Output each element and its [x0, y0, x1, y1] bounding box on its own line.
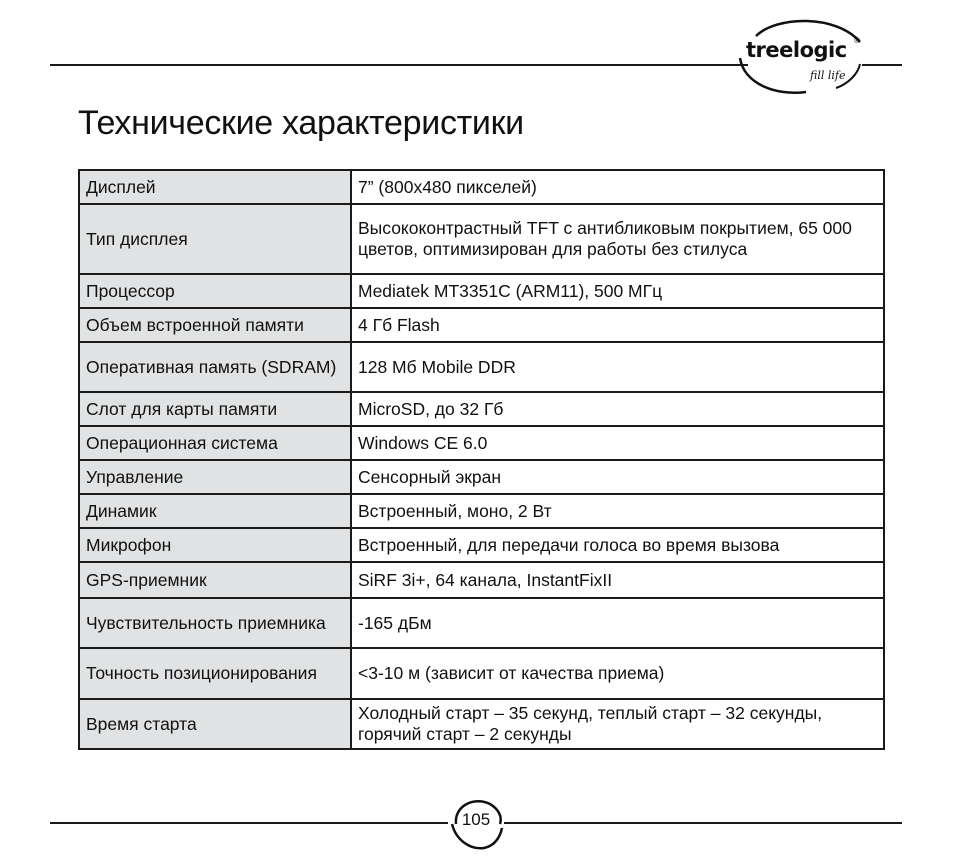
specs-table	[78, 169, 885, 750]
registered-mark: ®	[854, 36, 860, 45]
spec-value: 7” (800x480 пикселей)	[351, 170, 884, 204]
spec-value: -165 дБм	[351, 598, 884, 648]
spec-label: Время старта	[79, 699, 351, 749]
page-number: 105	[461, 810, 491, 829]
spec-label: Микрофон	[79, 528, 351, 562]
spec-label: Оперативная память (SDRAM)	[79, 342, 351, 392]
table-row	[79, 562, 884, 598]
spec-value: <3-10 м (зависит от качества приема)	[351, 648, 884, 699]
table-row	[79, 598, 884, 648]
table-row	[79, 342, 884, 392]
table-row	[79, 494, 884, 528]
treelogic-logo	[736, 14, 866, 104]
spec-label: Управление	[79, 460, 351, 494]
spec-label: Слот для карты памяти	[79, 392, 351, 426]
spec-label: Процессор	[79, 274, 351, 308]
spec-label: Тип дисплея	[79, 204, 351, 274]
table-row	[79, 528, 884, 562]
spec-label: Операционная система	[79, 426, 351, 460]
spec-value: Встроенный, моно, 2 Вт	[351, 494, 884, 528]
table-row	[79, 308, 884, 342]
table-row	[79, 460, 884, 494]
spec-value: Высококонтрастный TFT с антибликовым покрытием, 65 000 цветов, оптимизирован для работы без стилуса	[351, 204, 884, 274]
footer-rule-left	[50, 822, 448, 824]
spec-label: Динамик	[79, 494, 351, 528]
spec-value: 128 Мб Mobile DDR	[351, 342, 884, 392]
table-row	[79, 204, 884, 274]
spec-value: Windows CE 6.0	[351, 426, 884, 460]
page-title: Технические характеристики	[78, 104, 524, 142]
spec-value: SiRF 3i+, 64 канала, InstantFixII	[351, 562, 884, 598]
spec-label: Дисплей	[79, 170, 351, 204]
spec-value: MicroSD, до 32 Гб	[351, 392, 884, 426]
table-row	[79, 274, 884, 308]
header-rule-end	[862, 64, 902, 66]
table-row	[79, 699, 884, 749]
header-rule	[50, 64, 748, 66]
table-row	[79, 648, 884, 699]
spec-value: Mediatek MT3351C (ARM11), 500 МГц	[351, 274, 884, 308]
spec-label: Объем встроенной памяти	[79, 308, 351, 342]
spec-label: Точность позиционирования	[79, 648, 351, 699]
spec-label: GPS-приемник	[79, 562, 351, 598]
brand-tagline: fill life	[810, 69, 846, 82]
spec-value: 4 Гб Flash	[351, 308, 884, 342]
table-row	[79, 392, 884, 426]
table-row	[79, 170, 884, 204]
footer-rule-right	[504, 822, 902, 824]
spec-value: Сенсорный экран	[351, 460, 884, 494]
brand-name: treelogic	[746, 38, 847, 62]
table-row	[79, 426, 884, 460]
spec-value: Встроенный, для передачи голоса во время вызова	[351, 528, 884, 562]
spec-value: Холодный старт – 35 секунд, теплый старт – 32 секунды, горячий старт – 2 секунды	[351, 699, 884, 749]
spec-label: Чувствительность приемника	[79, 598, 351, 648]
